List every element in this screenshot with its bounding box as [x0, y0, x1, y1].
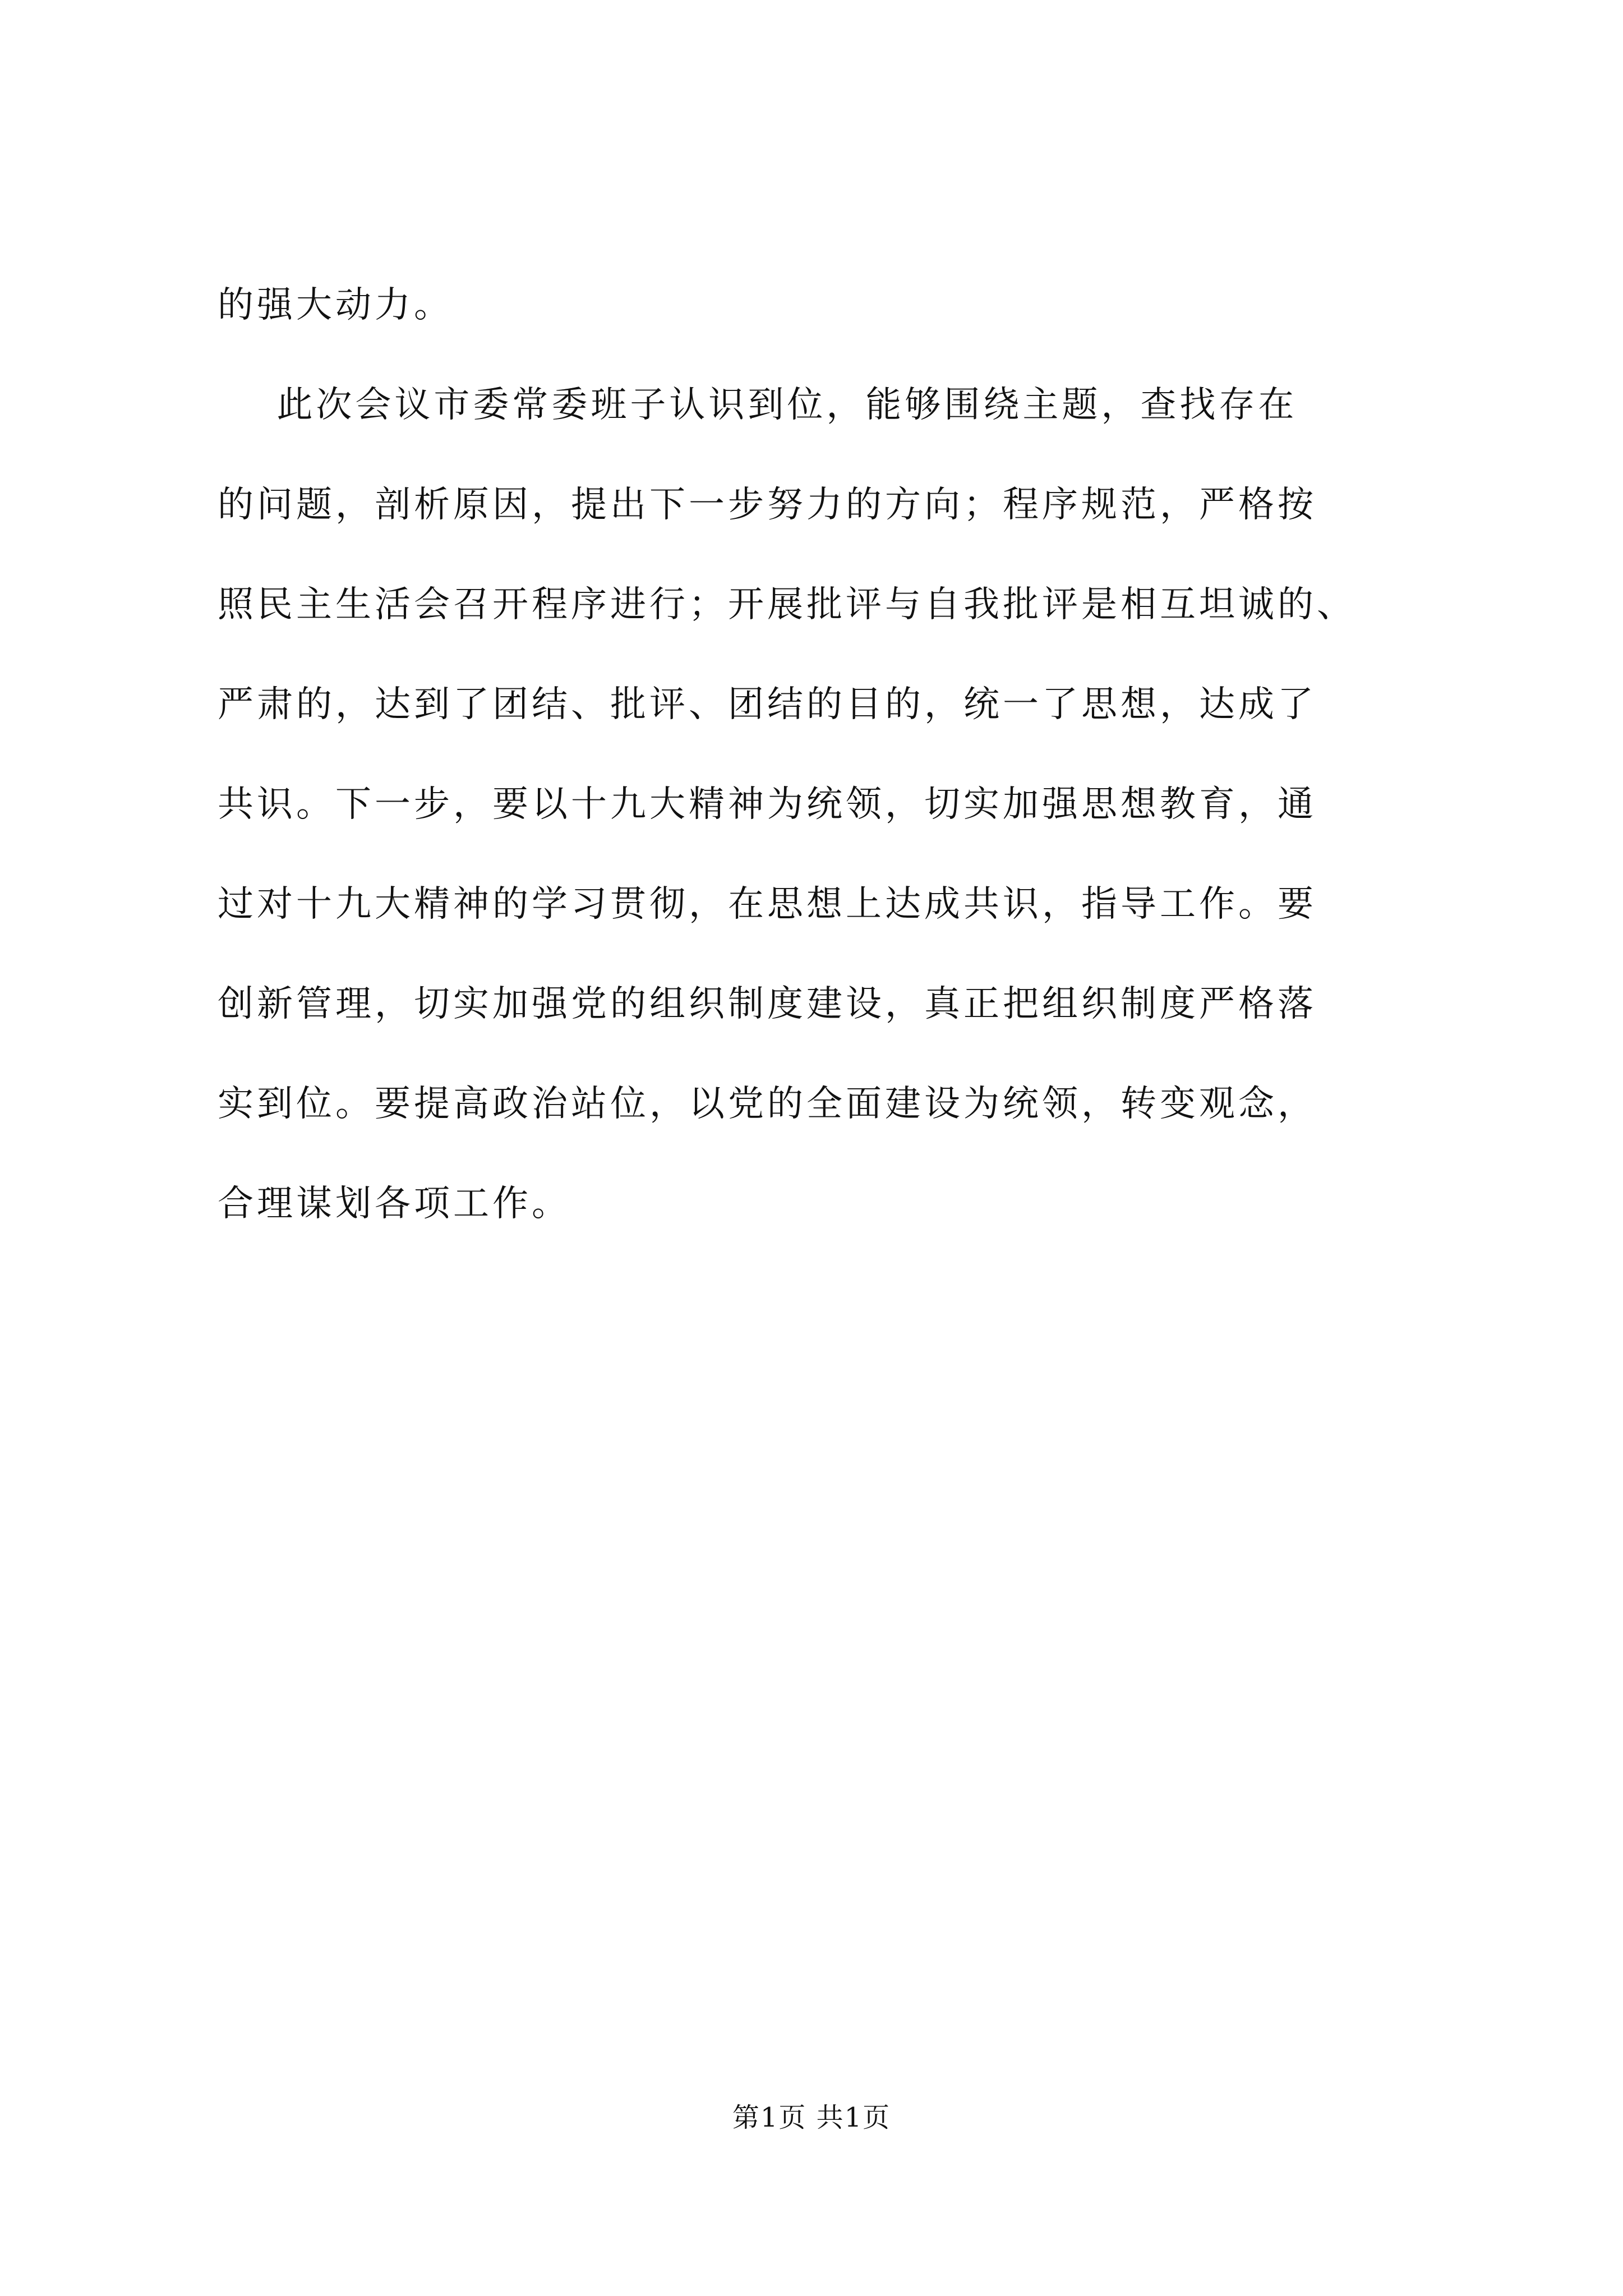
text-line: 照民主生活会召开程序进行；开展批评与自我批评是相互坦诚的、	[218, 584, 1356, 625]
page-number-footer: 第1页 共1页	[732, 2102, 891, 2133]
text-line: 合理谋划各项工作。	[218, 1183, 571, 1225]
text-line: 实到位。要提高政治站位，以党的全面建设为统领，转变观念，	[218, 1083, 1317, 1125]
document-body	[218, 255, 1429, 1254]
text-line: 的强大动力。	[218, 284, 453, 326]
text-line: 的问题，剖析原因，提出下一步努力的方向；程序规范，严格按	[218, 484, 1317, 526]
text-line: 过对十九大精神的学习贯彻，在思想上达成共识，指导工作。要	[218, 884, 1317, 925]
text-line: 创新管理，切实加强党的组织制度建设，真正把组织制度严格落	[218, 983, 1317, 1025]
text-line: 严肃的，达到了团结、批评、团结的目的，统一了思想，达成了	[218, 684, 1317, 725]
text-line: 此次会议市委常委班子认识到位，能够围绕主题，查找存在	[218, 384, 1298, 426]
text-line: 共识。下一步，要以十九大精神为统领，切实加强思想教育，通	[218, 784, 1317, 825]
